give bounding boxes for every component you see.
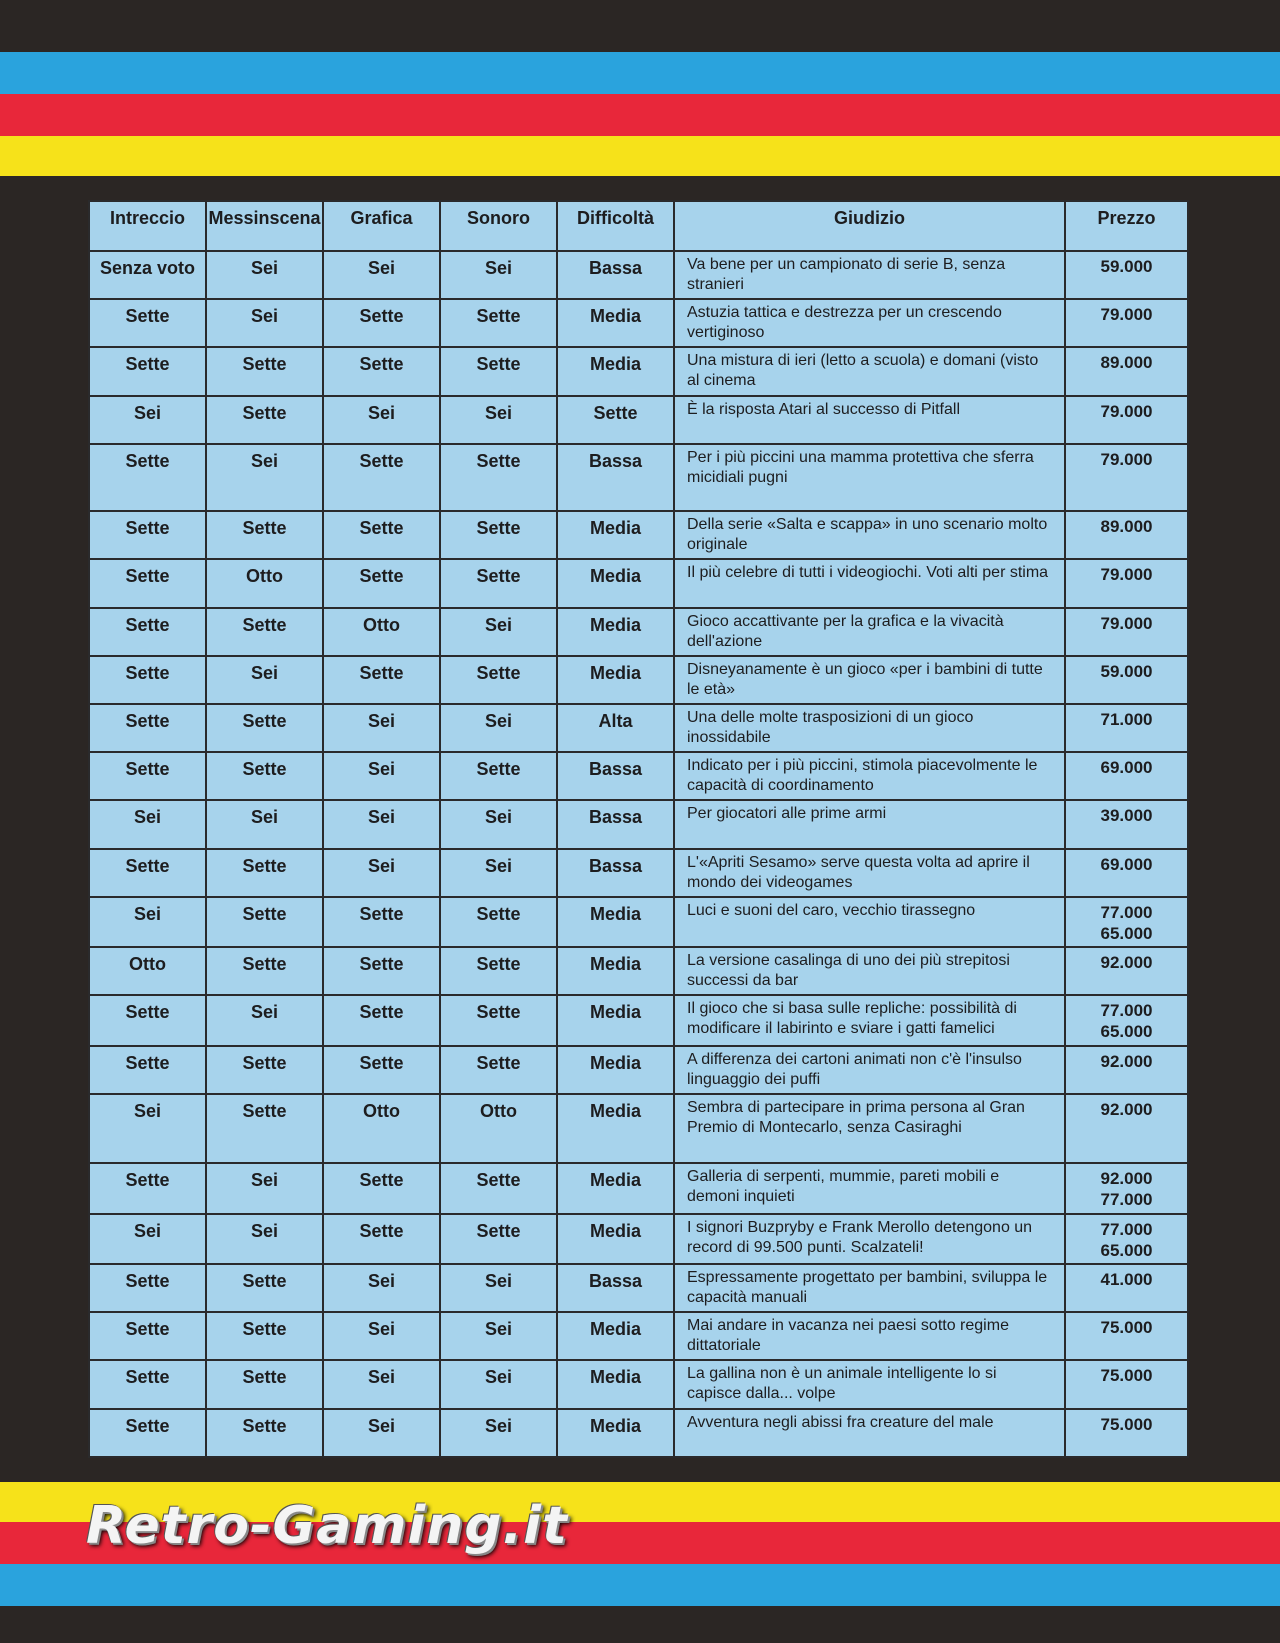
price-value: 79.000 <box>1100 401 1153 421</box>
price-value: 79.000 <box>1100 449 1153 469</box>
grafica-cell: Sei <box>323 752 440 800</box>
intreccio-cell: Sette <box>89 1264 206 1312</box>
price-value: 71.000 <box>1100 709 1153 729</box>
intreccio-cell: Sette <box>89 656 206 704</box>
intreccio-cell: Sei <box>89 897 206 947</box>
messinscena-cell: Sette <box>206 1046 323 1094</box>
price-value: 92.000 <box>1100 953 1153 973</box>
watermark: Retro-Gaming.it <box>86 1496 568 1556</box>
price-value: 79.000 <box>1100 613 1153 633</box>
messinscena-cell: Sette <box>206 608 323 656</box>
prezzo-cell <box>1065 704 1188 752</box>
prezzo-cell <box>1065 1094 1188 1163</box>
sonoro-cell: Sei <box>440 608 557 656</box>
price-value: 77.000 <box>1100 902 1153 922</box>
messinscena-cell: Sei <box>206 251 323 299</box>
difficolta-cell: Media <box>557 1312 674 1360</box>
header-giudizio: Giudizio <box>674 201 1065 251</box>
giudizio-cell: Una mistura di ieri (letto a scuola) e domani (visto al cinema <box>674 347 1065 395</box>
difficolta-cell: Bassa <box>557 849 674 897</box>
messinscena-cell: Sei <box>206 299 323 347</box>
messinscena-cell: Sette <box>206 947 323 995</box>
giudizio-cell: Gioco accattivante per la grafica e la vivacità dell'azione <box>674 608 1065 656</box>
price-value: 92.000 <box>1100 1169 1153 1189</box>
sonoro-cell: Sette <box>440 1214 557 1264</box>
grafica-cell: Sette <box>323 1163 440 1213</box>
prezzo-cell <box>1065 559 1188 607</box>
difficolta-cell: Media <box>557 995 674 1045</box>
grafica-cell: Otto <box>323 608 440 656</box>
prezzo-cell <box>1065 511 1188 559</box>
giudizio-cell: Della serie «Salta e scappa» in uno scenario molto originale <box>674 511 1065 559</box>
sonoro-cell: Sette <box>440 299 557 347</box>
table-row <box>89 849 1188 897</box>
messinscena-cell: Sette <box>206 1264 323 1312</box>
prezzo-cell <box>1065 752 1188 800</box>
prezzo-cell <box>1065 1409 1188 1457</box>
prezzo-cell <box>1065 656 1188 704</box>
table-row <box>89 444 1188 511</box>
prezzo-cell <box>1065 444 1188 511</box>
difficolta-cell: Bassa <box>557 251 674 299</box>
difficolta-cell: Media <box>557 1360 674 1408</box>
header-row <box>89 201 1188 251</box>
grafica-cell: Sette <box>323 511 440 559</box>
prezzo-cell <box>1065 897 1188 947</box>
price-value: 79.000 <box>1100 305 1153 325</box>
sonoro-cell: Sei <box>440 704 557 752</box>
messinscena-cell: Sei <box>206 444 323 511</box>
prezzo-cell <box>1065 1163 1188 1213</box>
intreccio-cell: Sette <box>89 849 206 897</box>
intreccio-cell: Sette <box>89 608 206 656</box>
giudizio-cell: Astuzia tattica e destrezza per un crescendo vertiginoso <box>674 299 1065 347</box>
price-value: 77.000 <box>1100 1190 1153 1210</box>
price-value: 75.000 <box>1100 1414 1153 1434</box>
table-row <box>89 1214 1188 1264</box>
giudizio-cell: Avventura negli abissi fra creature del male <box>674 1409 1065 1457</box>
table-row <box>89 251 1188 299</box>
sonoro-cell: Sei <box>440 849 557 897</box>
price-value: 75.000 <box>1100 1366 1153 1386</box>
prezzo-cell <box>1065 849 1188 897</box>
intreccio-cell: Sette <box>89 704 206 752</box>
price-value: 77.000 <box>1100 1219 1153 1239</box>
sonoro-cell: Sette <box>440 656 557 704</box>
price-value: 77.000 <box>1100 1001 1153 1021</box>
ratings-table-container <box>88 200 1187 1458</box>
intreccio-cell: Sette <box>89 444 206 511</box>
price-value: 79.000 <box>1100 565 1153 585</box>
header-prezzo: Prezzo <box>1065 201 1188 251</box>
table-body <box>89 251 1188 1457</box>
messinscena-cell: Sette <box>206 897 323 947</box>
prezzo-cell <box>1065 947 1188 995</box>
difficolta-cell: Media <box>557 1214 674 1264</box>
grafica-cell: Sette <box>323 347 440 395</box>
price-value: 89.000 <box>1100 517 1153 537</box>
sonoro-cell: Sei <box>440 1360 557 1408</box>
giudizio-cell: La gallina non è un animale intelligente lo si capisce dalla... volpe <box>674 1360 1065 1408</box>
intreccio-cell: Sette <box>89 299 206 347</box>
messinscena-cell: Sei <box>206 995 323 1045</box>
sonoro-cell: Sei <box>440 1312 557 1360</box>
grafica-cell: Sei <box>323 800 440 848</box>
giudizio-cell: Una delle molte trasposizioni di un gioco inossidabile <box>674 704 1065 752</box>
prezzo-cell <box>1065 608 1188 656</box>
grafica-cell: Sette <box>323 559 440 607</box>
price-value: 65.000 <box>1100 1240 1153 1260</box>
giudizio-cell: L'«Apriti Sesamo» serve questa volta ad aprire il mondo dei videogames <box>674 849 1065 897</box>
intreccio-cell: Senza voto <box>89 251 206 299</box>
table-row <box>89 1163 1188 1213</box>
difficolta-cell: Media <box>557 656 674 704</box>
table-row <box>89 800 1188 848</box>
grafica-cell: Sei <box>323 1360 440 1408</box>
giudizio-cell: Va bene per un campionato di serie B, senza stranieri <box>674 251 1065 299</box>
difficolta-cell: Bassa <box>557 444 674 511</box>
messinscena-cell: Sei <box>206 1214 323 1264</box>
giudizio-cell: Per i più piccini una mamma protettiva che sferra micidiali pugni <box>674 444 1065 511</box>
giudizio-cell: Luci e suoni del caro, vecchio tirassegno <box>674 897 1065 947</box>
price-value: 92.000 <box>1100 1051 1153 1071</box>
messinscena-cell: Sette <box>206 704 323 752</box>
prezzo-cell <box>1065 396 1188 444</box>
intreccio-cell: Sei <box>89 1214 206 1264</box>
giudizio-cell: A differenza dei cartoni animati non c'è l'insulso linguaggio dei puffi <box>674 1046 1065 1094</box>
table-row <box>89 1046 1188 1094</box>
difficolta-cell: Media <box>557 947 674 995</box>
grafica-cell: Sette <box>323 656 440 704</box>
giudizio-cell: Espressamente progettato per bambini, sviluppa le capacità manuali <box>674 1264 1065 1312</box>
intreccio-cell: Sette <box>89 995 206 1045</box>
giudizio-cell: Il più celebre di tutti i videogiochi. Voti alti per stima <box>674 559 1065 607</box>
grafica-cell: Sette <box>323 897 440 947</box>
giudizio-cell: La versione casalinga di uno dei più strepitosi successi da bar <box>674 947 1065 995</box>
difficolta-cell: Media <box>557 1046 674 1094</box>
price-value: 41.000 <box>1100 1269 1153 1289</box>
difficolta-cell: Media <box>557 897 674 947</box>
messinscena-cell: Sette <box>206 1360 323 1408</box>
intreccio-cell: Sette <box>89 1409 206 1457</box>
table-row <box>89 396 1188 444</box>
intreccio-cell: Sette <box>89 1312 206 1360</box>
table-row <box>89 656 1188 704</box>
table-row <box>89 704 1188 752</box>
table-row <box>89 559 1188 607</box>
difficolta-cell: Media <box>557 347 674 395</box>
intreccio-cell: Sette <box>89 347 206 395</box>
intreccio-cell: Sette <box>89 559 206 607</box>
grafica-cell: Sette <box>323 1046 440 1094</box>
table-row <box>89 608 1188 656</box>
intreccio-cell: Sette <box>89 1046 206 1094</box>
intreccio-cell: Otto <box>89 947 206 995</box>
stripe-yellow-top <box>0 136 1280 176</box>
table-row <box>89 897 1188 947</box>
giudizio-cell: Il gioco che si basa sulle repliche: possibilità di modificare il labirinto e sviare i gatti famelici <box>674 995 1065 1045</box>
difficolta-cell: Media <box>557 1163 674 1213</box>
difficolta-cell: Bassa <box>557 752 674 800</box>
messinscena-cell: Sette <box>206 752 323 800</box>
table-row <box>89 1360 1188 1408</box>
sonoro-cell: Sette <box>440 897 557 947</box>
intreccio-cell: Sei <box>89 396 206 444</box>
intreccio-cell: Sette <box>89 752 206 800</box>
messinscena-cell: Sette <box>206 347 323 395</box>
grafica-cell: Sette <box>323 1214 440 1264</box>
messinscena-cell: Sei <box>206 656 323 704</box>
difficolta-cell: Media <box>557 299 674 347</box>
intreccio-cell: Sette <box>89 511 206 559</box>
sonoro-cell: Sette <box>440 947 557 995</box>
header-grafica: Grafica <box>323 201 440 251</box>
sonoro-cell: Sette <box>440 995 557 1045</box>
price-value: 65.000 <box>1100 1022 1153 1042</box>
difficolta-cell: Media <box>557 559 674 607</box>
grafica-cell: Sette <box>323 444 440 511</box>
sonoro-cell: Sette <box>440 347 557 395</box>
grafica-cell: Sei <box>323 849 440 897</box>
difficolta-cell: Sette <box>557 396 674 444</box>
price-value: 59.000 <box>1100 257 1153 276</box>
prezzo-cell <box>1065 1360 1188 1408</box>
sonoro-cell: Otto <box>440 1094 557 1163</box>
grafica-cell: Otto <box>323 1094 440 1163</box>
giudizio-cell: I signori Buzpryby e Frank Merollo detengono un record di 99.500 punti. Scalzateli! <box>674 1214 1065 1264</box>
header-messinscena: Messinscena <box>206 201 323 251</box>
intreccio-cell: Sette <box>89 1163 206 1213</box>
price-value: 75.000 <box>1100 1318 1153 1338</box>
price-value: 69.000 <box>1100 854 1153 874</box>
giudizio-cell: Galleria di serpenti, mummie, pareti mobili e demoni inquieti <box>674 1163 1065 1213</box>
difficolta-cell: Media <box>557 608 674 656</box>
price-value: 92.000 <box>1100 1100 1153 1120</box>
table-row <box>89 299 1188 347</box>
grafica-cell: Sette <box>323 947 440 995</box>
sonoro-cell: Sei <box>440 1264 557 1312</box>
giudizio-cell: Disneyanamente è un gioco «per i bambini di tutte le età» <box>674 656 1065 704</box>
grafica-cell: Sei <box>323 704 440 752</box>
sonoro-cell: Sette <box>440 444 557 511</box>
giudizio-cell: Indicato per i più piccini, stimola piacevolmente le capacità di coordinamento <box>674 752 1065 800</box>
table-row <box>89 1312 1188 1360</box>
messinscena-cell: Sette <box>206 511 323 559</box>
sonoro-cell: Sei <box>440 396 557 444</box>
messinscena-cell: Sette <box>206 1312 323 1360</box>
intreccio-cell: Sei <box>89 1094 206 1163</box>
price-value: 69.000 <box>1100 758 1153 778</box>
table-row <box>89 995 1188 1045</box>
giudizio-cell: Per giocatori alle prime armi <box>674 800 1065 848</box>
difficolta-cell: Media <box>557 511 674 559</box>
messinscena-cell: Sette <box>206 849 323 897</box>
prezzo-cell <box>1065 1214 1188 1264</box>
prezzo-cell <box>1065 1046 1188 1094</box>
table-row <box>89 511 1188 559</box>
ratings-table <box>88 200 1189 1458</box>
sonoro-cell: Sette <box>440 511 557 559</box>
messinscena-cell: Sette <box>206 1409 323 1457</box>
difficolta-cell: Media <box>557 1094 674 1163</box>
intreccio-cell: Sette <box>89 1360 206 1408</box>
grafica-cell: Sei <box>323 1264 440 1312</box>
messinscena-cell: Sei <box>206 800 323 848</box>
header-sonoro: Sonoro <box>440 201 557 251</box>
messinscena-cell: Otto <box>206 559 323 607</box>
sonoro-cell: Sei <box>440 800 557 848</box>
price-value: 39.000 <box>1100 806 1153 826</box>
header-intreccio: Intreccio <box>89 201 206 251</box>
grafica-cell: Sei <box>323 251 440 299</box>
table-row <box>89 1264 1188 1312</box>
table-row <box>89 1094 1188 1163</box>
difficolta-cell: Alta <box>557 704 674 752</box>
sonoro-cell: Sette <box>440 752 557 800</box>
sonoro-cell: Sei <box>440 1409 557 1457</box>
sonoro-cell: Sette <box>440 1046 557 1094</box>
prezzo-cell <box>1065 299 1188 347</box>
messinscena-cell: Sette <box>206 396 323 444</box>
sonoro-cell: Sette <box>440 559 557 607</box>
table-row <box>89 752 1188 800</box>
difficolta-cell: Bassa <box>557 1264 674 1312</box>
grafica-cell: Sette <box>323 299 440 347</box>
stripe-blue-bottom <box>0 1564 1280 1606</box>
prezzo-cell <box>1065 1312 1188 1360</box>
giudizio-cell: È la risposta Atari al successo di Pitfall <box>674 396 1065 444</box>
grafica-cell: Sei <box>323 1409 440 1457</box>
table-row <box>89 1409 1188 1457</box>
giudizio-cell: Sembra di partecipare in prima persona al Gran Premio di Montecarlo, senza Casiraghi <box>674 1094 1065 1163</box>
giudizio-cell: Mai andare in vacanza nei paesi sotto regime dittatoriale <box>674 1312 1065 1360</box>
stripe-blue-top <box>0 52 1280 94</box>
prezzo-cell <box>1065 800 1188 848</box>
prezzo-cell <box>1065 251 1188 299</box>
prezzo-cell <box>1065 995 1188 1045</box>
difficolta-cell: Media <box>557 1409 674 1457</box>
price-value: 65.000 <box>1100 923 1153 943</box>
grafica-cell: Sei <box>323 1312 440 1360</box>
grafica-cell: Sei <box>323 396 440 444</box>
table-row <box>89 947 1188 995</box>
messinscena-cell: Sette <box>206 1094 323 1163</box>
grafica-cell: Sette <box>323 995 440 1045</box>
messinscena-cell: Sei <box>206 1163 323 1213</box>
price-value: 89.000 <box>1100 353 1153 373</box>
header-difficolta: Difficoltà <box>557 201 674 251</box>
sonoro-cell: Sette <box>440 1163 557 1213</box>
stripe-red-top <box>0 94 1280 136</box>
table-row <box>89 347 1188 395</box>
sonoro-cell: Sei <box>440 251 557 299</box>
prezzo-cell <box>1065 347 1188 395</box>
prezzo-cell <box>1065 1264 1188 1312</box>
difficolta-cell: Bassa <box>557 800 674 848</box>
price-value: 59.000 <box>1100 661 1153 681</box>
intreccio-cell: Sei <box>89 800 206 848</box>
